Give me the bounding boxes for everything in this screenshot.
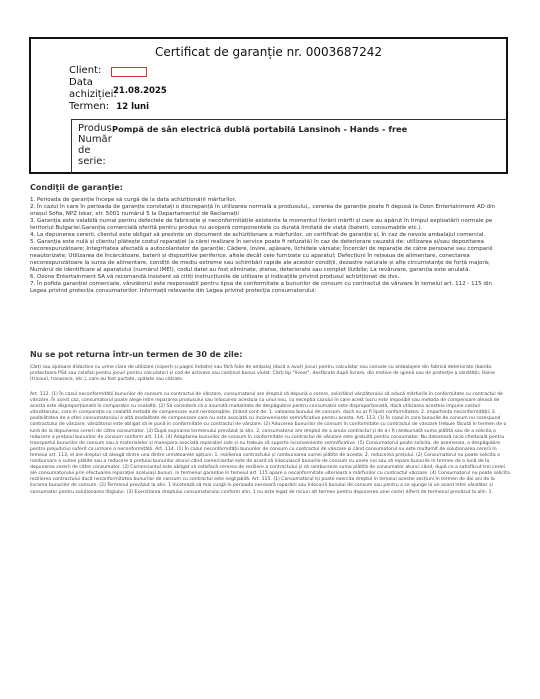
serial-label-2: de: [78, 145, 91, 156]
purchase-date-value: 21.08.2025: [113, 86, 167, 96]
conditions-list: [30, 197, 510, 295]
serial-label-1: Număr: [78, 134, 112, 145]
client-value-redacted: [111, 67, 147, 77]
condition-item: 6. Ozone Entertainment SA vă recomandă insistent să citiți instrucțiunile de utilizare și indicațiile privind produsul achiziționat de dvs..: [30, 274, 401, 280]
law-section: [30, 392, 510, 496]
condition-item: 5. Garanția este nulă și clientul plătește costul reparației (a cărei realizare în service poate fi refuzată) în caz de deteriorare cauzată de: utilizarea și/sau depozitarea necorespunzătoare; Integritatea afectată a autocolantelor de garanție; Cădere, lovire, apăsare, lichidele vărsate; Încercări de reparație de către persoane sau companii neautorizate; Utilizarea de încărcătoare, baterii și dispozitive periferice, altele decât cele furnizate cu aparatul; Defecțiuni în rețeaua de alimentare, conectarea necorespunzătoare la sursa de alimentare, condiții de mediu extreme sau schimbări rapide ale acestor condiții, dezastre naturale și alte circumstanțe de forță majoră; Numărul de identificare al aparatului (numărul IMEI), codul datei au fost eliminate, șterse, deteriorate sau complet ilizibile; La revânzare, garanția este anulată.: [30, 239, 493, 273]
conditions-heading: Condiții de garanție:: [30, 183, 123, 192]
certificate-title: Certificat de garanție nr. 0003687242: [154, 45, 383, 59]
product-name: Pompă de sân electrică dublă portabilă Lansinoh - Hands - free: [112, 124, 408, 134]
warranty-certificate-box: [29, 37, 508, 174]
condition-item: 3. Garanția este valabilă numai pentru defectele de fabricație și neconformitățile existente la momentul livrării mărfii și care au apărut în timpul exploatării normale pe teritoriul Bulgariei.Garanția comercială oferită pentru produs nu acoperă componentele cu durată limitată de viață (baterii, consumabile etc.).: [30, 218, 493, 231]
purchase-date-row: [69, 77, 117, 101]
term-value: 12 luni: [116, 102, 150, 112]
condition-item: 7. În pofida garanției comerciale, vânzătorul este responsabil pentru lipsa de conformitate a bunurilor de consum cu contractul de vânzare în temeiul art. 112 - 115 din Legea privind protecția consumatorilor. Informații relevante din Legea privind protecția consumatorului:: [30, 281, 492, 294]
term-row: [69, 101, 149, 113]
serial-label-3: serie:: [78, 156, 106, 167]
purchase-date-label-2: achiziției:: [69, 89, 117, 100]
product-label: Produs:: [78, 123, 116, 134]
condition-item: 1. Perioada de garanție începe să curgă de la data achiziționării mărfurilor.: [30, 197, 237, 203]
product-box: [71, 119, 508, 174]
client-row: [69, 65, 101, 77]
law-paragraph: Art. 112. (1) În cazul neconformității bunurilor de consum cu contractul de vânzare, consumatorul are dreptul să depună o cerere, solicitând vânzătorului să aducă mărfurile în conformitate cu contractul de vânzare. În acest caz, consumatorul poate alege între repararea produsului sau înlocuirea acestuia cu unul nou, cu excepția cazului în care acest lucru este imposibil sau metoda de compensare aleasă de acesta este disproporționată în comparație cu cealaltă. (2) Să consideră că o anumită modalitate de despăgubire pentru consumator este disproporționată, dacă utilizarea acesteia impune costuri vânzătorului, care în comparație cu cealaltă metodă de compensare sunt nerezonabile, ținând cont de: 1. valoarea bunului de consum, dacă nu ar fi lipsit conformitatea; 2. importanța neconformității; 3. posibilitatea de a oferi consumatorului o altă modalitate de compensare care nu este asociată cu inconveniente semnificative pentru acesta. Art. 113. (1) În cazul în care bunurile de consum nu corespund contractului de vânzare, vânzătorul este obligat să le pună în conformitate cu contractul de vânzare. (2) Aducerea bunurilor de consum în conformitate cu contractul de vânzare trebuie făcută în termen de o lună de la depunerea cererii de către consumator. (3) După expirarea termenului prevăzut la alin. 2, consumatorul are dreptul de a anula contractul și de a-i fi rambursată suma plătită sau de a solicita o reducere a prețului bunurilor de consum conform art. 114. (4) Adaptarea bunurilor de consum în conformitate cu contractul de vânzare este gratuită pentru consumator. Nu datorează niciо cheltuială pentru transportul bunurilor de consum sau a materialelor și manopera asociată reparației sale și nu trebuie să suporte inconveniente semnificative. (5) Consumatorul poate solicita, de asemenea, o despăgubire pentru prejudiciul suferit ca urmare a neconformității. Art. 114. (1) În cazul neconformității bunurilor de consum cu contractul de vânzare și când consumatorul nu este mulțumit de soluționarea cererii în temeiul art. 113, el are dreptul să aleagă dintre una dintre următoarele opțiuni: 1. rezilierea contractului și rambursarea sumei plătite de acesta; 2. reducerea prețului. (2) Consumatorul nu poate solicita o rambursare a sumei plătite sau o reducere a prețului bunurilor atunci când comerciantul este de acord să înlocuiască bunurile de consum cu unele noi sau să repare bunurile în termen de o lună de la depunerea cererii de către consumator. (3) Comerciantul este obligat să satisfacă cererea de reziliere a contractului și să ramburseze suma plătită de consumator atunci când, după ce a satisfăcut trei cereri ale consumatorului prin efectuarea reparației aceluiași bunuri, în termenul garanției în temeiul art. 115 apare o neconformitate ulterioară a mărfurilor cu contractul vânzare. (4) Consumatorul nu poate solicita rezilierea contractului dacă neconformitatea bunurilor de consum cu contractul este neglijabilă. Art. 115. (1) Consumatorul își poate exercita dreptul în temeiul acestei secțiuni în termen de doi ani de la livrarea bunurilor de consum. (2) Termenul prevăzut la alin. 1 încetează să mai curgă în perioada necesară reparării sau înlocuirii bunului de consum sau pentru a se ajunge la un acord între vânzător și consumator pentru soluționarea litigiului. (3) Exercitarea dreptului consumatorului conform alin. 1 nu este legat de niciun alt termen pentru depunerea unei cereri diferit de termenul prevăzut la alin. 1.: [30, 392, 510, 495]
conditions-section: [30, 183, 510, 295]
law-text: [30, 392, 510, 496]
returns-paragraph: Cărți sau ajutoare didactice cu urme clare de utilizare (coperți și pagini îndoite) sau fără folie de ambalaj (dacă a avut) jocuri pentru calculator sau console cu ambalajele din fabrică deteriorate (banda protectoare PS4 sau celofan pentru jocuri pentru calculator) și cod de activare sau conținut bonus violat. Cărți tip "livear", desfăcute după livrare, din motive de igienă sau de protecție a sănătății; Haine (tricouri, hanorace, etc.), care au fost purtate, spălate sau călcate.: [30, 365, 495, 383]
returns-heading: Nu se pot returna într-un termen de 30 de zile:: [30, 350, 243, 359]
condition-item: 4. La depunerea cererii, clientul este obligat să prezinte un document de achiziționare a mărfurilor, un certificat de garanție și, în caz de nevoie ambalajul comercial.: [30, 232, 486, 238]
purchase-date-label-1: Data: [69, 77, 93, 88]
term-label: Termen:: [69, 101, 110, 112]
client-label: Client:: [69, 65, 102, 76]
returns-text: [30, 365, 510, 383]
returns-section: [30, 350, 510, 383]
condition-item: 2. În cazul în care în perioada de garanție constatați o discrepanță în utilizarea normală a produsului,, cererea de garanție poate fi depusă la Ozon Entertainment AD din orașul Sofia, NPZ Iskar, str. 5001 numărul 5 la Departamentul de Reclamații: [30, 204, 496, 217]
